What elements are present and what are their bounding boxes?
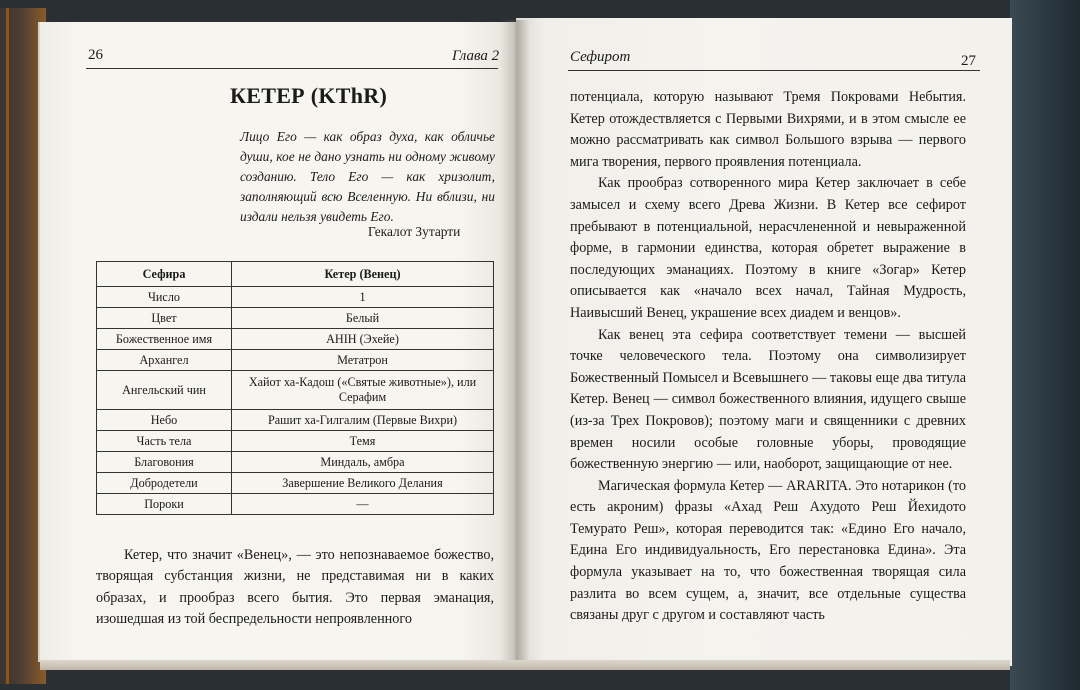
table-cell-attribute: Добродетели — [97, 473, 232, 494]
right-page-number: 27 — [961, 53, 976, 69]
table-cell-value: 1 — [232, 287, 494, 308]
sephira-table — [96, 261, 494, 515]
table-row — [97, 287, 494, 308]
table-cell-attribute: Пороки — [97, 494, 232, 515]
right-running-head: Сефирот — [570, 49, 631, 65]
book-cover-right — [1010, 0, 1080, 690]
table-row — [97, 329, 494, 350]
table-header: Сефира — [97, 262, 232, 287]
table-cell-value: Завершение Великого Делания — [232, 473, 494, 494]
table-cell-value: Белый — [232, 308, 494, 329]
table-row — [97, 473, 494, 494]
table-row — [97, 431, 494, 452]
table-cell-attribute: Небо — [97, 410, 232, 431]
table-cell-attribute: Число — [97, 287, 232, 308]
table-row — [97, 410, 494, 431]
right-header-rule — [568, 70, 980, 71]
paragraph: Кетер, что значит «Венец», — это непознаваемое божество, творящая субстанция жизни, не представимая ни в каких образах, и прообраз всего бытия. Это первая эманация, изошедшая из той беспредельности непроявленного — [96, 547, 494, 628]
left-running-head: Глава 2 — [452, 48, 500, 64]
left-page-number: 26 — [88, 47, 103, 63]
section-title: КЕТЕР (KThR) — [230, 83, 388, 108]
table-header: Кетер (Венец) — [232, 262, 494, 287]
table-row — [97, 494, 494, 515]
table-row — [97, 371, 494, 410]
page-edges — [40, 660, 1010, 670]
paragraph: потенциала, которую называют Тремя Покровами Небытия. Кетер отождествляется с Первыми Вихрями, и в этом смысле ее можно рассматривать как символ Большого взрыва — первого мига творения, первого проявления потенциала. — [570, 89, 966, 170]
paragraph: Как венец эта сефира соответствует темени — высшей точке человеческого тела. Поэтому она символизирует Божественный Помысел и Всевышнего — таковы еще два титула Кетер. Венец — символ божественного влияния, идущего свыше (из-за Трех Покровов); поэтому маги и священники с древних времен носили особые головные уборы, проводящие божественную энергию — или, наоборот, защищающие от нее. — [570, 326, 966, 473]
table-cell-attribute: Часть тела — [97, 431, 232, 452]
page-gutter — [500, 20, 530, 668]
table-cell-value: AHIH (Эхейе) — [232, 329, 494, 350]
table-cell-attribute: Ангельский чин — [97, 371, 232, 410]
epigraph: Лицо Его — как образ духа, как обличье души, кое не дано узнать ни одному живому созданию. Тело Его — как хризолит, заполняющий всю Вселенную. Ни вблизи, ни издали нельзя увидеть Его. — [240, 129, 495, 224]
table-cell-value: Метатрон — [232, 350, 494, 371]
paragraph: Как прообраз сотворенного мира Кетер заключает в себе замысел и схему всего Древа Жизни. В Кетер все сефирот пребывают в потенциальной, нерасчлененной и невыраженной форме, в гармонии единства, которая обретет выражение в последующих эманациях. Поэтому в книге «Зогар» Кетер описывается как «начало всех начал, Тайная Мудрость, Наивысший Венец, украшение всех диадем и венцов». — [570, 175, 966, 321]
table-cell-attribute: Благовония — [97, 452, 232, 473]
table-cell-attribute: Цвет — [97, 308, 232, 329]
table-cell-attribute: Божественное имя — [97, 329, 232, 350]
left-body-text — [96, 545, 494, 631]
table-cell-value: Рашит ха-Гилгалим (Первые Вихри) — [232, 410, 494, 431]
table-row — [97, 308, 494, 329]
table-cell-value: Хайот ха-Кадош («Святые животные»), или Серафим — [232, 371, 494, 410]
table-cell-value: Темя — [232, 431, 494, 452]
epigraph-author: Гекалот Зутарти — [368, 224, 461, 239]
paragraph: Магическая формула Кетер — ARARITA. Это нотарикон (то есть акроним) фразы «Ахад Реш Ахудото Реш Йехидото Темурато Реш», которая переводится так: «Едино Его начало, Едина Его индивидуальность, Его перестановка Едина». Эта формула указывает на то, что божественная творящая сила разлита во всем сущем, а, значит, все отдельные существа связаны друг с другом и составляют часть — [570, 477, 966, 624]
table-cell-value: Миндаль, амбра — [232, 452, 494, 473]
right-body-text — [570, 87, 966, 627]
left-header-rule — [86, 68, 498, 69]
table-cell-value: — — [232, 494, 494, 515]
table-cell-attribute: Архангел — [97, 350, 232, 371]
table-row — [97, 350, 494, 371]
table-row — [97, 452, 494, 473]
